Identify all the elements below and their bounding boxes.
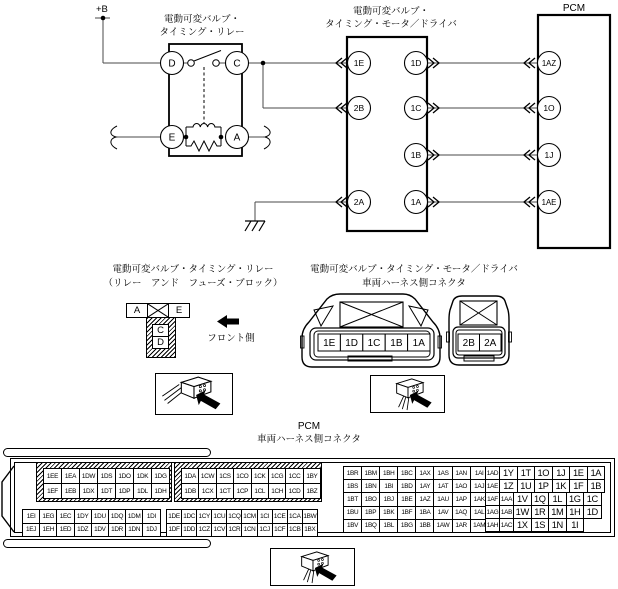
- motor-title-line1: 電動可変バルブ・: [352, 6, 430, 17]
- pin-cell: 1BX: [302, 523, 318, 538]
- pin-cell: 1M: [548, 505, 567, 519]
- pin-row: [485, 466, 605, 480]
- pin-cell: 1CU: [211, 509, 227, 524]
- pin-row-narrow: [485, 505, 514, 519]
- pcm-pin-group-3: [22, 509, 161, 537]
- front-side-label: フロント側: [207, 333, 255, 344]
- pin-row: [485, 492, 605, 506]
- pin-row: [22, 509, 161, 524]
- wires: [95, 18, 537, 221]
- pin-cell: 1CF: [272, 523, 288, 538]
- motor-connector-title: [288, 263, 540, 290]
- pin-cell: 1BL: [379, 519, 398, 533]
- pin-cell: 1CG: [268, 468, 286, 484]
- pin-cell: 1EH: [39, 523, 57, 538]
- pin-cell: 1BM: [361, 466, 380, 480]
- large-pin-1d: 1D: [345, 338, 358, 349]
- pin-cell: 1BF: [397, 506, 416, 520]
- pin-cell: 1CL: [251, 483, 269, 499]
- pin-cell: 1B: [587, 479, 606, 493]
- pin-row-narrow: [485, 492, 514, 506]
- relay-resistor: [186, 141, 221, 151]
- pin-cell: 1DH: [151, 483, 170, 499]
- relay-pin-e: E: [168, 303, 190, 318]
- relay-terminal-e: E: [168, 132, 176, 144]
- wiring-schematic: [0, 0, 618, 256]
- large-pin-1b: 1B: [390, 338, 403, 349]
- motor-terminal-2b: 2B: [353, 103, 365, 113]
- relay-pin-c: C: [152, 324, 169, 337]
- pin-cell: 1DK: [133, 468, 152, 484]
- pin-cell: 1DI: [142, 509, 160, 524]
- pin-cell: 1EI: [22, 509, 40, 524]
- pin-cell: 1CY: [196, 509, 212, 524]
- pin-cell: 1G: [566, 492, 585, 506]
- pin-cell: 1AA: [499, 492, 514, 506]
- x-cross-icon: [148, 304, 168, 317]
- pin-cell: 1CO: [233, 468, 251, 484]
- switch-contact-left: [188, 60, 195, 67]
- pin-cell: 1CC: [285, 468, 303, 484]
- pcm-pin-group-4: [166, 509, 318, 537]
- motor-terminal-1a: 1A: [410, 197, 422, 207]
- pin-cell: 1DO: [115, 468, 134, 484]
- pin-cell: 1AK: [470, 492, 489, 506]
- pin-cell: 1DY: [74, 509, 92, 524]
- pin-cell: 1L: [548, 492, 567, 506]
- pin-cell: 1BG: [397, 519, 416, 533]
- pin-cell: 1J: [552, 466, 571, 480]
- pin-cell: 1AM: [470, 519, 489, 533]
- relay-terminal-a: A: [233, 132, 241, 144]
- pin-cell: 1EA: [61, 468, 80, 484]
- pcm-connector-title-line1: PCM: [297, 421, 321, 432]
- pin-cell: 1CK: [251, 468, 269, 484]
- pin-cell: 1AD: [485, 466, 500, 480]
- pin-cell: 1AB: [499, 505, 514, 519]
- pcm-pin-group-5: [343, 466, 489, 533]
- pin-cell: 1DA: [181, 468, 199, 484]
- pcm-connector-left-tab: [0, 460, 16, 538]
- relay-coil: [186, 123, 221, 127]
- small-pin-2b: 2B: [462, 338, 475, 349]
- pin-cell: 1ED: [56, 523, 74, 538]
- pin-cell: 1BE: [397, 492, 416, 506]
- pin-cell: 1CI: [257, 509, 273, 524]
- pin-row-wide: [513, 505, 602, 519]
- pin-cell: 1BR: [343, 466, 362, 480]
- pin-cell: 1AF: [485, 492, 500, 506]
- pcm-terminal-1j: 1J: [544, 150, 554, 160]
- pin-cell: 1AV: [433, 506, 452, 520]
- pin-cell: 1DD: [181, 523, 197, 538]
- pin-row: [43, 468, 171, 484]
- pin-cell: 1A: [587, 466, 606, 480]
- connector-sketch-icon: [375, 377, 441, 411]
- pin-row: [485, 479, 605, 493]
- pin-cell: 1N: [548, 518, 567, 532]
- pin-cell: 1EG: [39, 509, 57, 524]
- relay-connector-photo-box: [155, 373, 233, 415]
- pin-cell: 1CH: [268, 483, 286, 499]
- relay-connector-title-line2: （リレー アンド フューズ・ブロック）: [103, 277, 283, 289]
- pcm-terminal-1o: 1O: [543, 103, 555, 113]
- motor-connector-drawings: [295, 290, 520, 372]
- pin-cell: 1BS: [343, 479, 362, 493]
- pin-cell: 1CX: [198, 483, 216, 499]
- pin-cell: 1CM: [241, 509, 257, 524]
- pin-cell: 1BT: [343, 492, 362, 506]
- pin-cell: 1BN: [361, 479, 380, 493]
- pin-cell: 1BW: [302, 509, 318, 524]
- pin-cell: 1R: [531, 505, 550, 519]
- pin-cell: 1AG: [485, 505, 500, 519]
- pin-cell: 1EF: [43, 483, 62, 499]
- pin-row-wide: [499, 466, 605, 480]
- relay-internals: [186, 51, 221, 152]
- pin-cell: 1DR: [108, 523, 126, 538]
- pin-cell: 1AQ: [452, 506, 471, 520]
- pin-cell: 1K: [552, 479, 571, 493]
- relay-terminal-d: D: [168, 58, 176, 70]
- pcm-terminal-1ae: 1AE: [541, 198, 557, 207]
- pin-row: [343, 479, 489, 493]
- pin-cell: 1BH: [379, 466, 398, 480]
- relay-title-line1: 電動可変バルブ・: [163, 14, 241, 25]
- small-pin-2a: 2A: [484, 338, 497, 349]
- pin-cell: 1AH: [485, 518, 500, 532]
- pcm-terminal-1az: 1AZ: [541, 59, 557, 68]
- pin-cell: 1BB: [415, 519, 434, 533]
- pin-row: [485, 505, 605, 519]
- pin-cell: 1CB: [287, 523, 303, 538]
- power-label: +B: [96, 4, 108, 15]
- motor-connector-title-line1: 電動可変バルブ・タイミング・モータ／ドライバ: [310, 264, 518, 275]
- pcm-connector-title-line2: 車両ハーネス側コネクタ: [257, 434, 361, 445]
- pin-cell: 1Y: [499, 466, 518, 480]
- pin-cell: 1CR: [226, 523, 242, 538]
- pin-row: [181, 468, 321, 484]
- pin-cell: 1AU: [433, 492, 452, 506]
- pin-cell: 1DE: [166, 509, 182, 524]
- pin-cell: 1CP: [233, 483, 251, 499]
- motor-terminal-1b: 1B: [410, 150, 422, 160]
- pin-cell: 1DL: [133, 483, 152, 499]
- pin-cell: 1DG: [151, 468, 170, 484]
- switch-contact-right: [213, 60, 220, 67]
- pin-cell: 1DM: [125, 509, 143, 524]
- pin-cell: 1CQ: [226, 509, 242, 524]
- pin-cell: 1BK: [379, 506, 398, 520]
- pin-row-wide: [513, 492, 602, 506]
- pin-cell: 1C: [583, 492, 602, 506]
- pin-cell: 1W: [513, 505, 532, 519]
- pin-cell: 1DS: [97, 468, 116, 484]
- pin-cell: 1V: [513, 492, 532, 506]
- pin-cell: 1CN: [241, 523, 257, 538]
- pin-cell: 1AJ: [470, 479, 489, 493]
- pin-cell: 1X: [513, 518, 532, 532]
- pcm-title: PCM: [562, 3, 586, 14]
- pin-row: [343, 492, 489, 506]
- relay-pinmap-top-row: [126, 303, 190, 318]
- pin-cell: 1DC: [181, 509, 197, 524]
- pin-row: [181, 483, 321, 499]
- pcm-pin-group-1: [36, 462, 172, 502]
- pin-cell: 1AS: [433, 466, 452, 480]
- pin-cell: 1T: [517, 466, 536, 480]
- pin-cell: 1CV: [211, 523, 227, 538]
- pin-cell: 1EC: [56, 509, 74, 524]
- pin-cell: 1DP: [115, 483, 134, 499]
- pin-cell: 1F: [569, 479, 588, 493]
- relay-connector-title-line1: 電動可変バルブ・タイミング・リレー: [112, 264, 274, 275]
- pin-cell: 1DF: [166, 523, 182, 538]
- pin-cell: 1AT: [433, 479, 452, 493]
- pin-cell: 1BQ: [361, 519, 380, 533]
- pin-cell: 1DN: [125, 523, 143, 538]
- pin-cell: 1AI: [470, 466, 489, 480]
- pin-cell: 1AZ: [415, 492, 434, 506]
- pin-cell: 1CT: [216, 483, 234, 499]
- large-pin-1e: 1E: [323, 338, 336, 349]
- motor-connector-photo-box: [370, 375, 445, 413]
- pin-cell: 1DQ: [108, 509, 126, 524]
- motor-terminal-2a: 2A: [353, 197, 365, 207]
- relay-connector-title: [93, 263, 293, 290]
- connector-sketch-icon: [277, 550, 349, 584]
- pin-row: [343, 466, 489, 480]
- pin-cell: 1DB: [181, 483, 199, 499]
- pin-row: [22, 523, 161, 538]
- pin-row: [485, 518, 605, 532]
- pin-cell: 1AC: [499, 518, 514, 532]
- pin-cell: 1DT: [97, 483, 116, 499]
- pin-cell: 1BU: [343, 506, 362, 520]
- large-pin-1a: 1A: [412, 338, 425, 349]
- motor-terminal-1c: 1C: [410, 103, 422, 113]
- pin-cell: 1CS: [216, 468, 234, 484]
- pin-cell: 1BD: [397, 479, 416, 493]
- small-connector-outline: [447, 296, 512, 365]
- pin-cell: 1DV: [91, 523, 109, 538]
- large-pin-1c: 1C: [367, 338, 381, 349]
- pin-cell: 1BJ: [379, 492, 398, 506]
- large-connector-outline: [301, 294, 442, 367]
- motor-title-line2: タイミング・モータ／ドライバ: [325, 19, 457, 30]
- pin-cell: 1BI: [379, 479, 398, 493]
- pin-cell: 1CJ: [257, 523, 273, 538]
- pin-cell: 1D: [583, 505, 602, 519]
- pin-cell: 1BY: [303, 468, 321, 484]
- pin-row: [343, 519, 489, 533]
- pcm-connector-top-rail: [3, 448, 211, 457]
- pin-cell: 1CE: [272, 509, 288, 524]
- pin-row-narrow: [485, 479, 500, 493]
- relay-title-line2: タイミング・リレー: [159, 27, 245, 38]
- relay-pinmap-cd-column: [152, 324, 169, 349]
- pin-cell: 1BZ: [303, 483, 321, 499]
- pcm-pin-group-2: [174, 462, 322, 502]
- pin-row-wide: [513, 518, 584, 532]
- pin-cell: 1U: [517, 479, 536, 493]
- pcm-connector-bottom-rail: [3, 539, 211, 548]
- pin-cell: 1DZ: [74, 523, 92, 538]
- connector-sketch-icon: [159, 375, 229, 413]
- pin-cell: 1EJ: [22, 523, 40, 538]
- pin-cell: 1DJ: [142, 523, 160, 538]
- pin-row: [166, 523, 318, 538]
- relay-pin-a: A: [126, 303, 148, 318]
- pin-cell: 1AO: [452, 479, 471, 493]
- pin-cell: 1BO: [361, 492, 380, 506]
- pin-cell: 1BP: [361, 506, 380, 520]
- pin-cell: 1AN: [452, 466, 471, 480]
- pin-cell: 1CD: [285, 483, 303, 499]
- large-connector-pins: [318, 334, 430, 351]
- relay-pinmap-keyway: [147, 303, 169, 318]
- pin-row: [343, 506, 489, 520]
- pin-cell: 1AY: [415, 479, 434, 493]
- pin-cell: 1Q: [531, 492, 550, 506]
- pin-cell: 1EE: [43, 468, 62, 484]
- pin-cell: 1BA: [415, 506, 434, 520]
- pin-cell: 1EB: [61, 483, 80, 499]
- pin-row-narrow: [485, 466, 500, 480]
- pin-cell: 1E: [569, 466, 588, 480]
- pin-cell: 1I: [566, 518, 585, 532]
- pin-cell: 1AX: [415, 466, 434, 480]
- motor-terminal-1d: 1D: [410, 58, 422, 68]
- pin-cell: 1AR: [452, 519, 471, 533]
- pin-cell: 1DU: [91, 509, 109, 524]
- pin-cell: 1S: [531, 518, 550, 532]
- pin-cell: 1DX: [79, 483, 98, 499]
- pcm-pin-group-6: [485, 466, 605, 532]
- pin-row-wide: [499, 479, 605, 493]
- pcm-connector-photo-box: [270, 548, 355, 586]
- pin-row-narrow: [485, 518, 514, 532]
- motor-connector-title-line2: 車両ハーネス側コネクタ: [362, 277, 466, 289]
- pin-cell: 1AE: [485, 479, 500, 493]
- relay-terminal-c: C: [233, 58, 241, 70]
- pin-cell: 1BV: [343, 519, 362, 533]
- pin-cell: 1Z: [499, 479, 518, 493]
- pin-cell: 1CA: [287, 509, 303, 524]
- pin-row: [43, 483, 171, 499]
- pin-cell: 1P: [534, 479, 553, 493]
- pin-cell: 1CZ: [196, 523, 212, 538]
- pin-cell: 1BC: [397, 466, 416, 480]
- pin-row: [166, 509, 318, 524]
- motor-terminal-1e: 1E: [353, 58, 365, 68]
- front-direction-arrow-icon: [216, 314, 240, 329]
- pin-cell: 1AL: [470, 506, 489, 520]
- pin-cell: 1AP: [452, 492, 471, 506]
- connector-chevrons: [336, 58, 535, 207]
- pin-cell: 1DW: [79, 468, 98, 484]
- relay-pin-d: D: [152, 336, 169, 349]
- small-connector-pins: [458, 334, 501, 351]
- ground-symbol: [245, 221, 265, 231]
- pin-cell: 1CW: [198, 468, 216, 484]
- pcm-connector-title: [229, 420, 389, 446]
- pin-cell: 1AW: [433, 519, 452, 533]
- pin-cell: 1O: [534, 466, 553, 480]
- pin-cell: 1H: [566, 505, 585, 519]
